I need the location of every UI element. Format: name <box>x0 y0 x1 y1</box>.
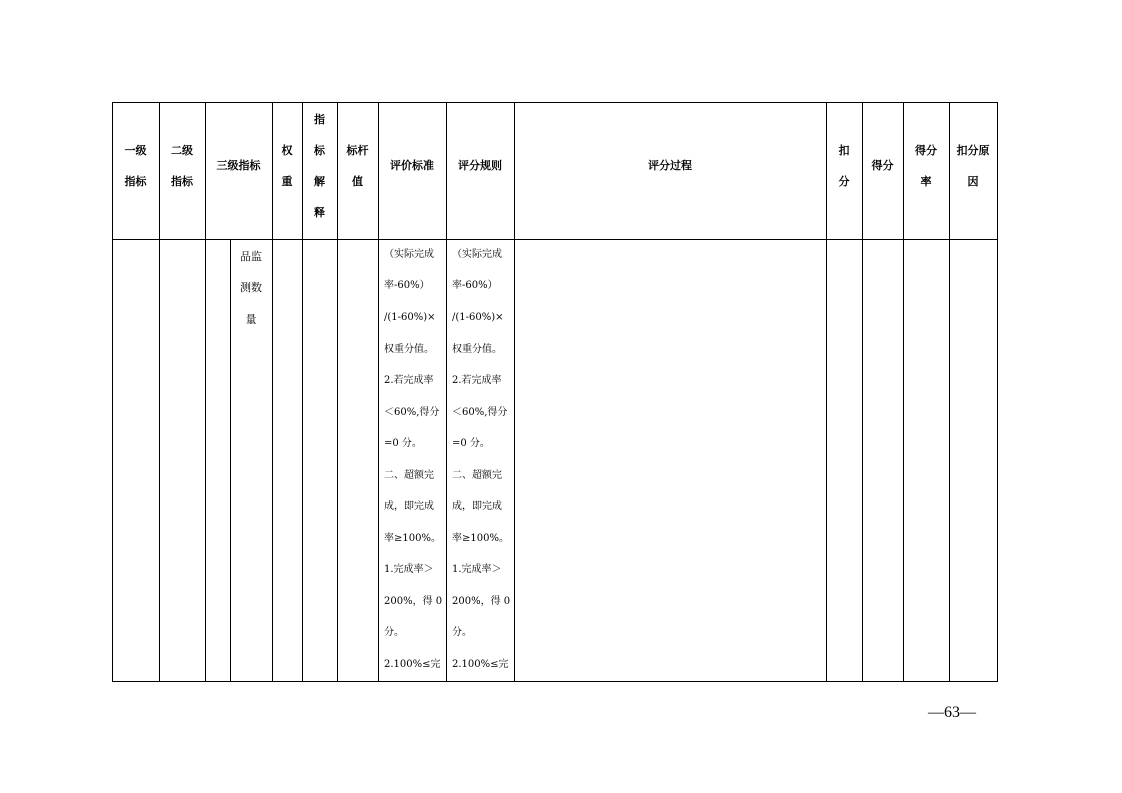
column-border <box>272 102 273 681</box>
column-border <box>205 102 206 681</box>
header-bottom-border <box>112 239 998 240</box>
column-border <box>337 102 338 681</box>
column-border <box>302 102 303 681</box>
column-border <box>159 102 160 681</box>
table-bottom-border <box>112 681 998 682</box>
table-top-border <box>112 102 998 103</box>
page-number: —63— <box>928 704 976 721</box>
column-border <box>112 102 113 681</box>
column-border <box>903 102 904 681</box>
column-border <box>826 102 827 681</box>
column-border <box>446 102 447 681</box>
column-border <box>997 102 998 682</box>
column-border <box>862 102 863 681</box>
column-border <box>949 102 950 681</box>
column-border <box>378 102 379 681</box>
column-border <box>514 102 515 681</box>
tier3-subcolumn-border <box>230 239 231 681</box>
